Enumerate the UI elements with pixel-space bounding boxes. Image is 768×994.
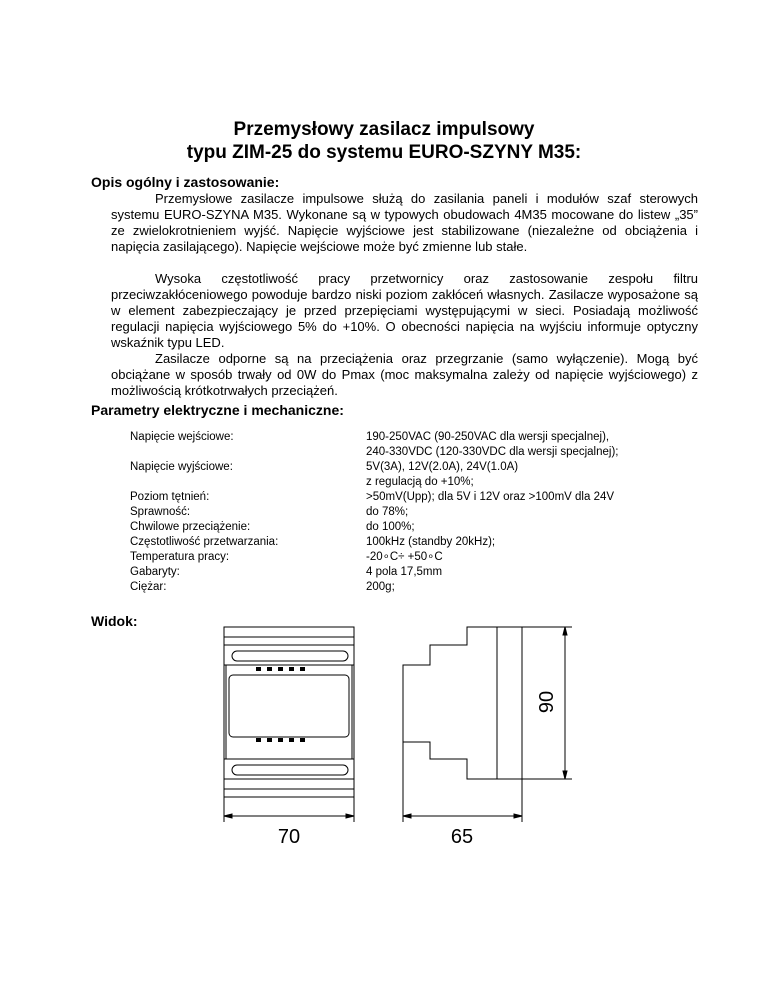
param-value: 4 pola 17,5mm	[366, 566, 443, 578]
param-value: 200g;	[366, 581, 395, 593]
param-label: Sprawność:	[130, 506, 191, 518]
param-label: Ciężar:	[130, 581, 167, 593]
document-title-line2: typu ZIM-25 do systemu EURO-SZYNY M35:	[186, 142, 582, 163]
dim-width-label: 70	[277, 826, 301, 848]
side-view-housing	[403, 627, 522, 779]
param-label: Chwilowe przeciążenie:	[130, 521, 251, 533]
param-value: 5V(3A), 12V(2.0A), 24V(1.0A)	[366, 461, 519, 473]
param-value: do 78%;	[366, 506, 409, 518]
document-title-line1: Przemysłowy zasilacz impulsowy	[233, 119, 535, 140]
param-value: 190-250VAC (90-250VAC dla wersji specjalnej),	[366, 431, 610, 443]
section-heading-params: Parametry elektryczne i mechaniczne:	[91, 402, 344, 418]
param-label: Temperatura pracy:	[130, 551, 230, 563]
paragraph-2-text: Wysoka częstotliwość pracy przetwornicy oraz zastosowanie zespołu filtru przeciwzakłóceniowego powoduje bardzo niski poziom zakłóceń własnych. Zasilacze wyposażone są w element zabezpieczający je przed przepięciami występującymi w sieci. Posiadają możliwość regulacji napięcia wyjściowego 5% do +10%. O obecności napięcia na wyjściu informuje optyczny wskaźnik typu LED.	[111, 271, 698, 350]
dim-depth-label: 65	[450, 826, 474, 848]
param-label: Gabaryty:	[130, 566, 180, 578]
param-value: 100kHz (standby 20kHz);	[366, 536, 496, 548]
paragraph-1-text: Przemysłowe zasilacze impulsowe służą do zasilania paneli i modułów szaf sterowych systemu EURO-SZYNA M35. Wykonane są w typowych obudowach 4M35 mocowane do listew „35” ze zwielokrotnieniem wyjść. Napięcie wyjściowe jest stabilizowane (niezależne od obciążenia i napięcia zasilającego). Napięcie wejściowe może być zmienne lub stałe.	[111, 191, 698, 254]
paragraph-3-text: Zasilacze odporne są na przeciążenia oraz przegrzanie (samo wyłączenie). Mogą być obciążane w sposób trwały od 0W do Pmax (moc maksymalna zależy od napięcie wyjściowego) z możliwością krótkotrwałych przeciążeń.	[111, 351, 698, 398]
param-value: do 100%;	[366, 521, 415, 533]
param-value: 240-330VDC (120-330VDC dla wersji specjalnej);	[366, 446, 619, 458]
param-label: Poziom tętnień:	[130, 491, 210, 503]
side-depth-dimension	[403, 742, 522, 822]
param-label: Napięcie wyjściowe:	[130, 461, 233, 473]
section-heading-view: Widok:	[91, 613, 138, 629]
param-value: z regulacją do +10%;	[366, 476, 474, 488]
front-view-screw-holes	[256, 667, 305, 742]
param-label: Częstotliwość przetwarzania:	[130, 536, 279, 548]
param-value: -20∘C÷ +50∘C	[366, 551, 443, 563]
param-label: Napięcie wejściowe:	[130, 431, 234, 443]
front-width-dimension	[224, 797, 354, 822]
section-heading-general: Opis ogólny i zastosowanie:	[91, 174, 280, 190]
front-view-housing	[224, 627, 354, 797]
dim-height-label: 90	[536, 690, 558, 714]
param-value: >50mV(Upp); dla 5V i 12V oraz >100mV dla 24V	[366, 491, 615, 503]
